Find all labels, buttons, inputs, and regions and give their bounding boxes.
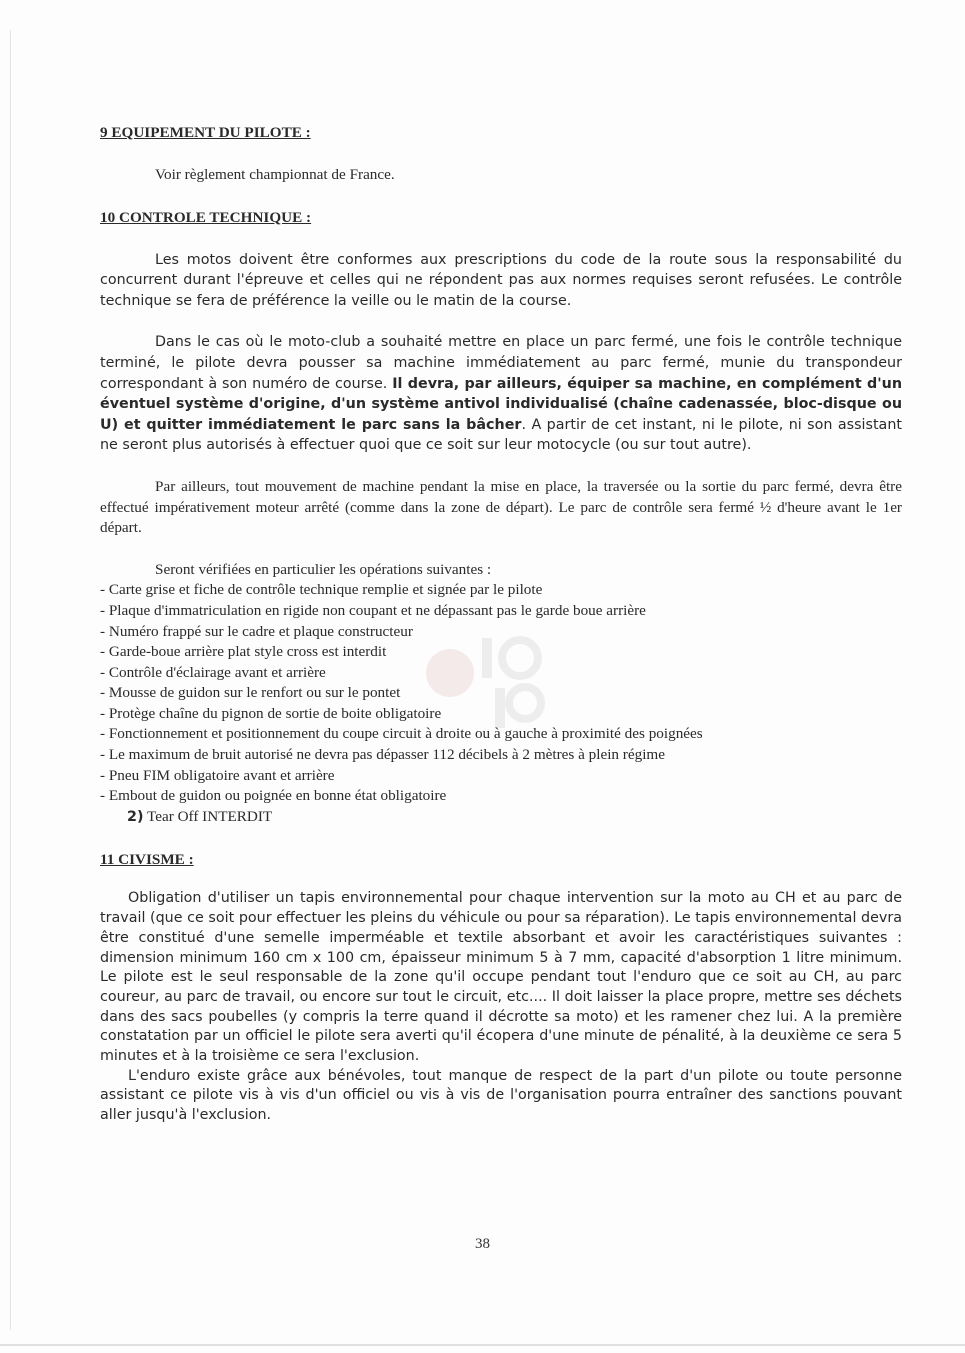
list-item: - Numéro frappé sur le cadre et plaque constructeur: [100, 622, 413, 640]
paragraph: Obligation d'utiliser un tapis environnemental pour chaque intervention sur la moto au CH et au parc de travail (que ce soit pour effectuer les pleins du véhicule ou pour sa réparation). Le tapis environnemental devra être constitué d'une semelle imperméable et textile absorbant et avoir les caractéristiques suivantes : dimension minimum 160 cm x 100 cm, épaisseur minimum 5 à 7 mm, capacité d'absorption 1 litre minimum. Le pilote est le seul responsable de la zone qu'il occupe pendant tout l'enduro que ce soit au CH, au parc coureur, au parc de travail, ou encore sur tout le circuit, etc.... Il doit laisser la place propre, mettre ses déchets dans des sacs poubelles (y compris la terre quand il décrotte sa moto) et les ramener chez lui. A la première constatation par un officiel le pilote sera averti qu'il écopera d'une minute de pénalité, à la deuxième ce sera 5 minutes et à la troisième ce sera l'exclusion.: [100, 890, 902, 1065]
list-item: - Carte grise et fiche de contrôle technique remplie et signée par le pilote: [100, 581, 543, 599]
section-controle-technique: [100, 207, 902, 828]
item-number: 2): [127, 808, 144, 825]
list-item: - Le maximum de bruit autorisé ne devra pas dépasser 112 décibels à 2 mètres à plein régime: [100, 746, 665, 764]
page-number: 38: [475, 1236, 490, 1252]
list-item: - Contrôle d'éclairage avant et arrière: [100, 663, 326, 681]
text-run: . A partir de cet instant, ni le pilote, ni son assistant ne seront plus autorisés à effectuer quoi que ce soit sur leur motocycle (ou sur tout autre).: [100, 416, 902, 454]
section-heading: 11 CIVISME :: [100, 851, 194, 869]
scan-edge-left: [10, 30, 11, 1330]
list-item: - Embout de guidon ou poignée en bonne état obligatoire: [100, 787, 447, 805]
scan-edge-bottom: [0, 1344, 965, 1346]
numbered-item: [100, 807, 902, 828]
item-text: Tear Off INTERDIT: [147, 807, 273, 825]
section-heading: 10 CONTROLE TECHNIQUE :: [100, 208, 312, 226]
checks-intro: Seront vérifiées en particulier les opérations suivantes :: [155, 560, 492, 578]
text-run: Dans le cas où le moto-club a souhaité mettre en place un parc fermé, une fois le contrôle technique terminé, le pilote devra pousser sa machine immédiatement au parc fermé, munie du transpondeur correspondant à son numéro de course.: [100, 334, 902, 392]
paragraph-parc-ferme: [100, 332, 902, 456]
section-civisme: [100, 849, 902, 1125]
paragraph: L'enduro existe grâce aux bénévoles, tout manque de respect de la part d'un pilote ou toute personne assistant ce pilote vis à vis d'un officiel ou vis à vis de l'organisation pourra entraîner des sanctions pouvant aller jusqu'à l'exclusion.: [100, 1067, 902, 1124]
paragraph: Les motos doivent être conformes aux prescriptions du code de la route sous la responsabilité du concurrent durant l'épreuve et celles qui ne répondent pas aux normes requises seront refusées. Le contrôle technique se fera de préférence la veille ou le matin de la course.: [100, 251, 902, 309]
list-item: - Protège chaîne du pignon de sortie de boite obligatoire: [100, 704, 442, 722]
section-equipement: [100, 122, 902, 186]
list-item: - Garde-boue arrière plat style cross est interdit: [100, 643, 387, 661]
bold-text-run: Il devra, par ailleurs, équiper sa machine, en complément d'un éventuel système d'origine, d'un système antivol individualisé (chaîne cadenassée, bloc-disque ou U) et quitter immédiatement le parc sans la bâcher: [100, 375, 902, 433]
document-body: [100, 122, 902, 1126]
list-item: - Pneu FIM obligatoire avant et arrière: [100, 766, 335, 784]
checks-list: [100, 580, 902, 807]
section-heading: 9 EQUIPEMENT DU PILOTE :: [100, 124, 311, 141]
list-item: - Fonctionnement et positionnement du coupe circuit à droite ou à gauche à proximité des poignées: [100, 725, 703, 743]
paragraph: Voir règlement championnat de France.: [155, 166, 395, 183]
list-item: - Plaque d'immatriculation en rigide non coupant et ne dépassant pas le garde boue arrière: [100, 601, 646, 619]
paragraph: Par ailleurs, tout mouvement de machine pendant la mise en place, la traversée ou la sortie du parc fermé, devra être effectué impérativement moteur arrêté (comme dans la zone de départ). Le parc de contrôle sera fermé ½ d'heure avant le 1er départ.: [100, 477, 902, 537]
list-item: - Mousse de guidon sur le renfort ou sur le pontet: [100, 684, 401, 702]
